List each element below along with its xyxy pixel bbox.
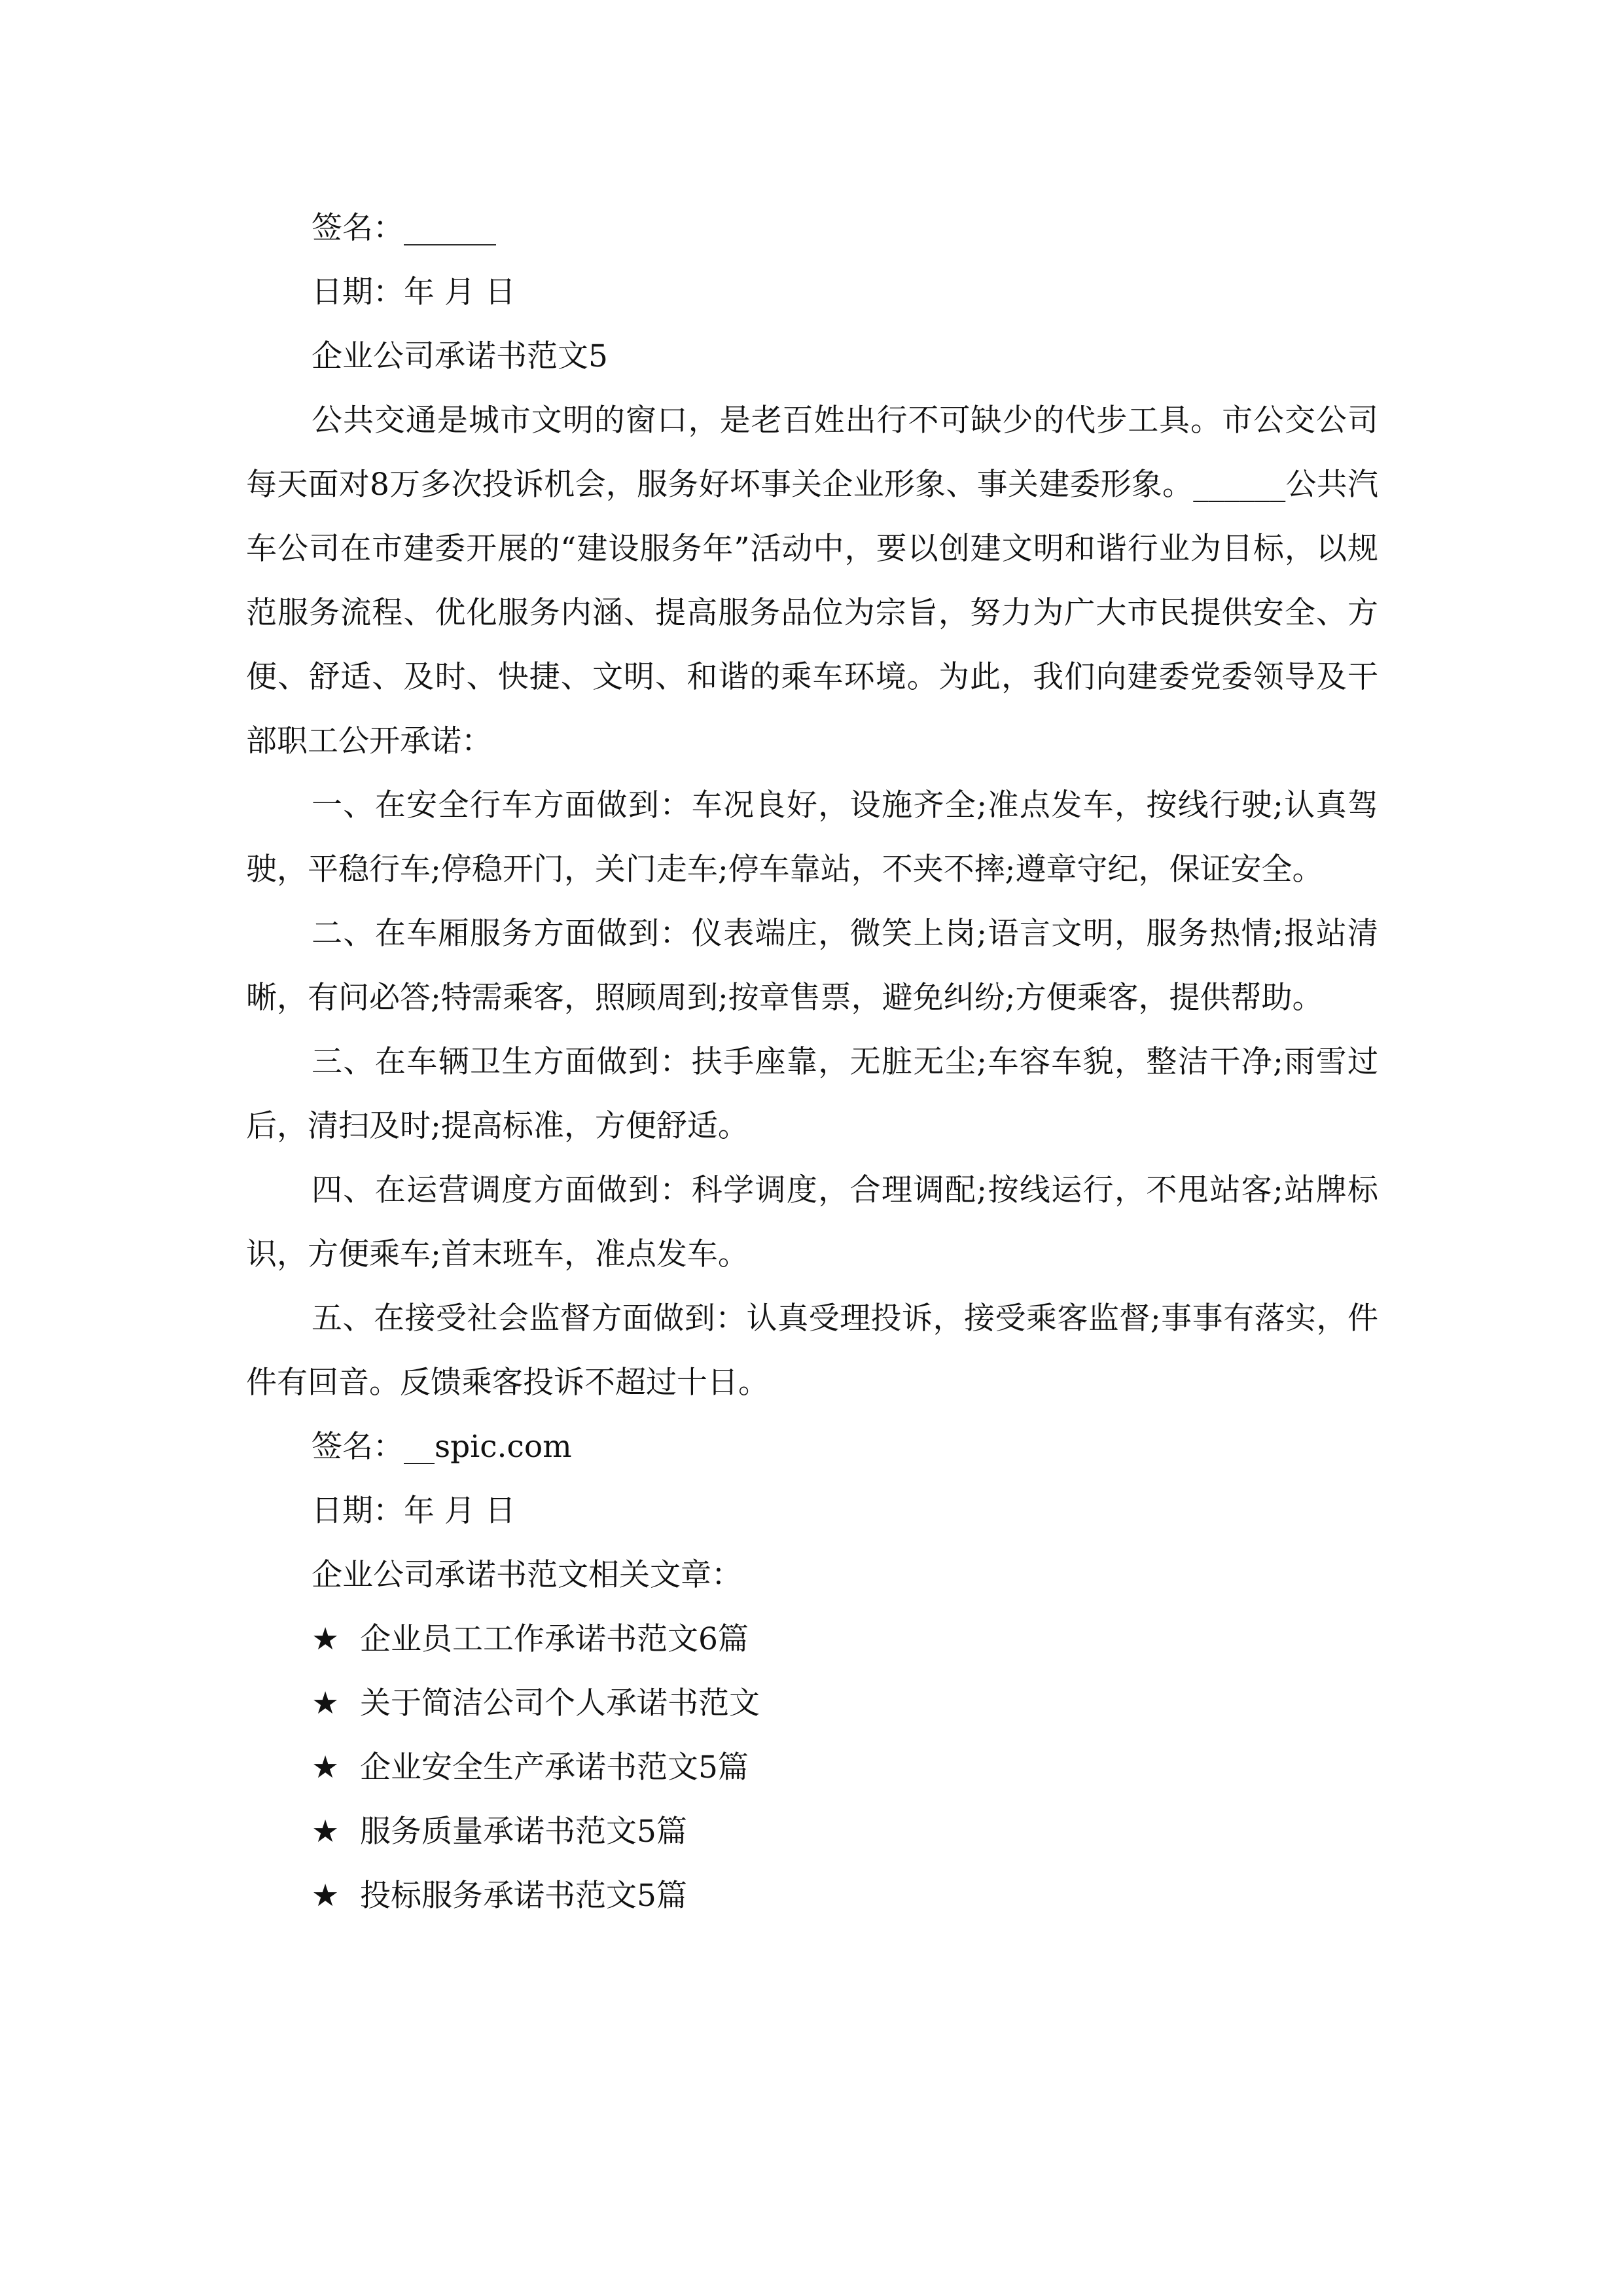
date-line-1: 日期：年 月 日 (312, 274, 516, 310)
commitment-item: 一、在安全行车方面做到：车况良好，设施齐全;准点发车，按线行驶;认真驾驶，平稳行车;停稳开门，关门走车;停车靠站，不夹不摔;遵章守纪，保证安全。 (246, 787, 1378, 888)
related-article-link[interactable] (246, 1800, 1378, 1864)
date-line-2: 日期：年 月 日 (312, 1493, 516, 1529)
related-article-link[interactable] (246, 1607, 1378, 1672)
section-title: 企业公司承诺书范文5 (312, 338, 608, 374)
signature-line-2 (246, 1415, 1378, 1479)
related-article-link[interactable] (246, 1736, 1378, 1800)
signature-label: 签名： (312, 210, 404, 246)
signature-label: 签名： (312, 1429, 404, 1465)
related-article-title[interactable]: 关于简洁公司个人承诺书范文 (360, 1685, 760, 1721)
commitment-item: 二、在车厢服务方面做到：仪表端庄，微笑上岗;语言文明，服务热情;报站清晰，有问必答;特需乘客，照顾周到;按章售票，避免纠纷;方便乘客，提供帮助。 (246, 916, 1378, 1016)
related-article-title[interactable]: 服务质量承诺书范文5篇 (360, 1814, 687, 1850)
intro-paragraph: 公共交通是城市文明的窗口，是老百姓出行不可缺少的代步工具。市公交公司每天面对8万多次投诉机会，服务好坏事关企业形象、事关建委形象。______公共汽车公司在市建委开展的“建设服务年”活动中，要以创建文明和谐行业为目标，以规范服务流程、优化服务内涵、提高服务品位为宗旨，努力为广大市民提供安全、方便、舒适、及时、快捷、文明、和谐的乘车环境。为此，我们向建委党委领导及干部职工公开承诺： (246, 403, 1378, 759)
related-article-link[interactable] (246, 1672, 1378, 1736)
signature-value: __spic.com (404, 1429, 572, 1465)
commitment-item: 三、在车辆卫生方面做到：扶手座靠，无脏无尘;车容车貌，整洁干净;雨雪过后，清扫及时;提高标准，方便舒适。 (246, 1044, 1378, 1144)
star-icon: ★ (312, 1814, 340, 1850)
related-article-title[interactable]: 投标服务承诺书范文5篇 (360, 1878, 687, 1914)
signature-line-1 (246, 196, 1378, 260)
star-icon: ★ (312, 1621, 340, 1657)
signature-value: ______ (404, 210, 496, 246)
star-icon: ★ (312, 1749, 340, 1785)
document-page (246, 196, 1378, 1928)
star-icon: ★ (312, 1685, 340, 1721)
star-icon: ★ (312, 1878, 340, 1914)
related-article-title[interactable]: 企业安全生产承诺书范文5篇 (360, 1749, 749, 1785)
related-heading: 企业公司承诺书范文相关文章： (312, 1557, 742, 1593)
related-article-link[interactable] (246, 1864, 1378, 1928)
commitment-item: 四、在运营调度方面做到：科学调度，合理调配;按线运行，不甩站客;站牌标识，方便乘车;首末班车，准点发车。 (246, 1172, 1378, 1272)
related-article-title[interactable]: 企业员工工作承诺书范文6篇 (360, 1621, 749, 1657)
commitment-item: 五、在接受社会监督方面做到：认真受理投诉，接受乘客监督;事事有落实，件件有回音。反馈乘客投诉不超过十日。 (246, 1300, 1378, 1401)
